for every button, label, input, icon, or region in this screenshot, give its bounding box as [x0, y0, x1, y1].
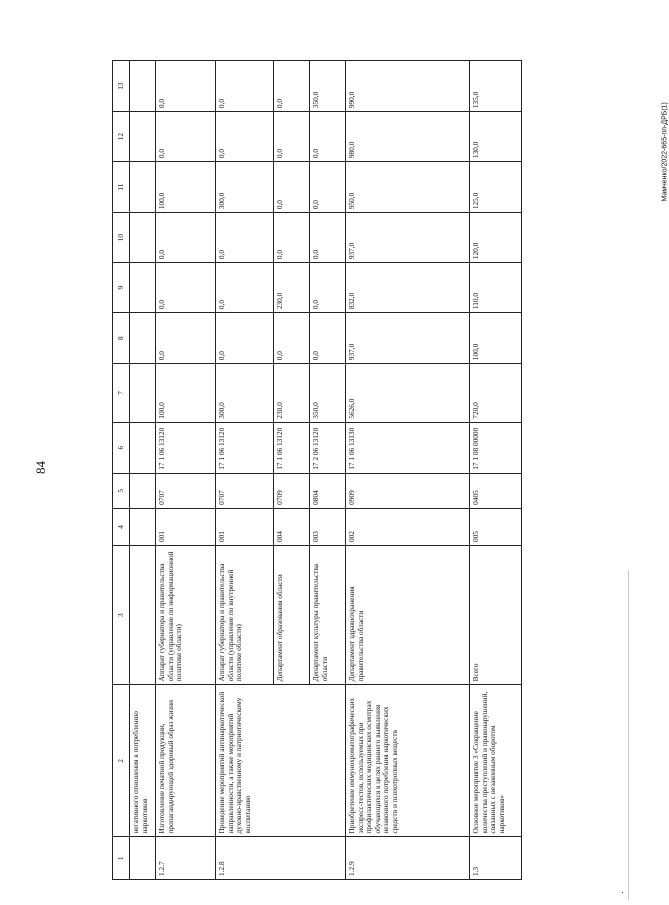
- table-row: [130, 61, 156, 880]
- item-number: 1.3: [470, 837, 522, 880]
- amount-cell: 937,0: [346, 213, 470, 263]
- amount-cell: 950,0: [346, 162, 470, 213]
- table-container: [112, 60, 518, 880]
- header-cell: 5: [113, 473, 130, 508]
- activity-name: Проведение мероприятий антинаркотической направленности, а также мероприятий духовно-нравственному и патриотическому воспитанию: [216, 685, 346, 837]
- amount-cell: 100,0: [156, 364, 216, 423]
- code-cell: 17 1 08 00000: [470, 422, 522, 473]
- page-number: 84: [33, 461, 48, 474]
- code-cell: 0405: [470, 473, 522, 508]
- header-cell: 2: [113, 685, 130, 837]
- header-cell: 3: [113, 546, 130, 685]
- scan-speck: [622, 892, 623, 893]
- activity-name: Основное мероприятие 3 «Сокращение количества преступлений и правонарушений, связанных с незаконным оборотом наркотиков»: [470, 685, 522, 837]
- code-cell: 0909: [346, 473, 470, 508]
- header-cell: 6: [113, 422, 130, 473]
- code-cell: 001: [216, 508, 274, 545]
- amount-cell: 0,0: [216, 112, 274, 162]
- amount-cell: 110,0: [470, 263, 522, 313]
- code-cell: 0707: [156, 473, 216, 508]
- amount-cell: [130, 162, 156, 213]
- budget-table: [112, 60, 522, 880]
- amount-cell: 0,0: [310, 313, 346, 364]
- activity-name: Приобретение иммунохроматографических экспресс-тестов, используемых при профилактических медицинских осмотрах обучающихся в целях раннего выявления незаконного потребления наркотических средств и психотропных веществ: [346, 685, 470, 837]
- executor: Департамент здравоохранения правительства области: [346, 546, 470, 685]
- amount-cell: 130,0: [470, 112, 522, 162]
- amount-cell: 0,0: [274, 61, 310, 112]
- code-cell: [130, 508, 156, 545]
- amount-cell: 100,0: [470, 313, 522, 364]
- table-row: [470, 61, 522, 880]
- amount-cell: 0,0: [274, 313, 310, 364]
- amount-cell: [130, 364, 156, 423]
- item-number: 1.2.9: [346, 837, 470, 880]
- amount-cell: 5626,0: [346, 364, 470, 423]
- amount-cell: 0,0: [310, 162, 346, 213]
- amount-cell: 0,0: [156, 112, 216, 162]
- header-cell: 13: [113, 61, 130, 112]
- amount-cell: 990,0: [346, 61, 470, 112]
- header-cell: 9: [113, 263, 130, 313]
- item-number: [130, 837, 156, 880]
- amount-cell: 0,0: [274, 112, 310, 162]
- code-cell: 17 2 06 13120: [310, 422, 346, 473]
- executor: Аппарат губернатора и правительства области (управление по информационной политике области): [156, 546, 216, 685]
- scan-edge-line: [628, 570, 629, 900]
- amount-cell: 0,0: [310, 213, 346, 263]
- item-number: 1.2.7: [156, 837, 216, 880]
- table-row: [216, 61, 274, 880]
- amount-cell: 100,0: [156, 162, 216, 213]
- amount-cell: [130, 213, 156, 263]
- executor: Аппарат губернатора и правительства области (управление по внутренней политике области): [216, 546, 274, 685]
- header-cell: 8: [113, 313, 130, 364]
- amount-cell: 0,0: [274, 162, 310, 213]
- amount-cell: 135,0: [470, 61, 522, 112]
- activity-name: негативного отношения к потреблению наркотиков: [130, 685, 156, 837]
- header-cell: 1: [113, 837, 130, 880]
- executor: Департамент образования области: [274, 546, 310, 685]
- executor: Департамент культуры правительства области: [310, 546, 346, 685]
- amount-cell: 0,0: [216, 263, 274, 313]
- code-cell: 005: [470, 508, 522, 545]
- amount-cell: 0,0: [216, 213, 274, 263]
- header-cell: 4: [113, 508, 130, 545]
- amount-cell: 937,0: [346, 313, 470, 364]
- header-cell: 10: [113, 213, 130, 263]
- amount-cell: 230,0: [274, 263, 310, 313]
- amount-cell: 230,0: [274, 364, 310, 423]
- code-cell: 17 1 06 13120: [216, 422, 274, 473]
- code-cell: [130, 473, 156, 508]
- executor: [130, 546, 156, 685]
- code-cell: 0707: [216, 473, 274, 508]
- code-cell: 0709: [274, 473, 310, 508]
- code-cell: 004: [274, 508, 310, 545]
- header-cell: 12: [113, 112, 130, 162]
- amount-cell: [130, 112, 156, 162]
- amount-cell: 125,0: [470, 162, 522, 213]
- document-footer: Мамченко/2022-665-пп-ДРБ(1): [661, 102, 669, 202]
- table-row: [156, 61, 216, 880]
- amount-cell: 0,0: [216, 313, 274, 364]
- amount-cell: 0,0: [274, 213, 310, 263]
- header-row: [113, 61, 130, 880]
- code-cell: 17 1 06 13130: [346, 422, 470, 473]
- amount-cell: 0,0: [216, 61, 274, 112]
- code-cell: 0804: [310, 473, 346, 508]
- amount-cell: 0,0: [310, 263, 346, 313]
- amount-cell: 0,0: [156, 263, 216, 313]
- amount-cell: 0,0: [156, 213, 216, 263]
- amount-cell: 350,0: [310, 364, 346, 423]
- amount-cell: 0,0: [310, 112, 346, 162]
- amount-cell: 832,0: [346, 263, 470, 313]
- header-cell: 7: [113, 364, 130, 423]
- amount-cell: 300,0: [216, 162, 274, 213]
- amount-cell: 120,0: [470, 213, 522, 263]
- code-cell: 002: [346, 508, 470, 545]
- code-cell: 17 1 06 13120: [274, 422, 310, 473]
- amount-cell: 0,0: [156, 61, 216, 112]
- activity-name: Изготовление печатной продукции, пропагандирующей здоровый образ жизни: [156, 685, 216, 837]
- amount-cell: 0,0: [156, 313, 216, 364]
- table-row: [346, 61, 470, 880]
- code-cell: 001: [156, 508, 216, 545]
- code-cell: 17 1 06 13120: [156, 422, 216, 473]
- code-cell: [130, 422, 156, 473]
- item-number: 1.2.8: [216, 837, 346, 880]
- amount-cell: [130, 313, 156, 364]
- amount-cell: 980,0: [346, 112, 470, 162]
- amount-cell: 350,0: [310, 61, 346, 112]
- header-cell: 11: [113, 162, 130, 213]
- executor: Всего: [470, 546, 522, 685]
- code-cell: 003: [310, 508, 346, 545]
- amount-cell: 300,0: [216, 364, 274, 423]
- amount-cell: 720,0: [470, 364, 522, 423]
- amount-cell: [130, 61, 156, 112]
- amount-cell: [130, 263, 156, 313]
